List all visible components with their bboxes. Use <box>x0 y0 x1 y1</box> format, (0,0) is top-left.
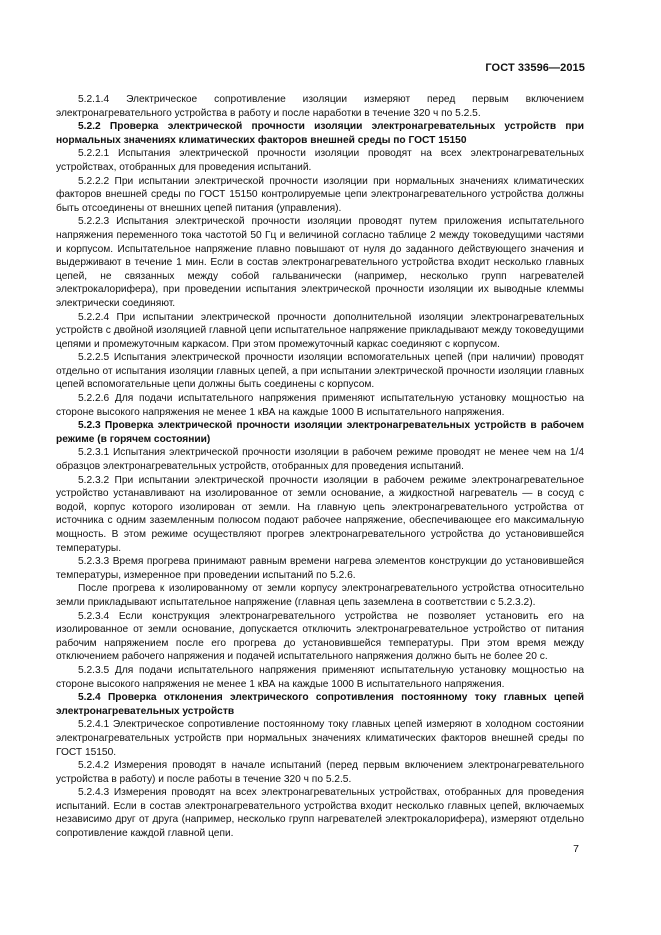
section-heading: 5.2.3 Проверка электрической прочности изоляции электронагревательных устройств в рабочем режиме (в горячем состоянии) <box>56 420 584 445</box>
paragraph: 5.2.3.2 При испытании электрической прочности изоляции в рабочем режиме электронагревательное устройство устанавливают на изолированное от земли основание, а жидкостной нагреватель — в сосуд с водой, корпус которого изолирован от земли. На главную цепь электронагревательного устройства от источника с одним заземленным полюсом подают рабочее напряжение, обеспечивающее его максимальную мощность. В этом режиме осуществляют прогрев электронагревательного устройства до установившейся температуры. <box>56 474 584 554</box>
paragraph: 5.2.4.3 Измерения проводят на всех электронагревательных устройствах, отобранных для проведения испытаний. Если в состав электронагревательного устройства входит несколько главных цепей, включаемых независимо друг от друга (например, несколько групп нагревателей электрокалорифера), измеряют отдельно сопротивление каждой главной цепи. <box>56 787 584 840</box>
document-code-header: ГОСТ 33596—2015 <box>485 62 585 74</box>
paragraph: 5.2.1.4 Электрическое сопротивление изоляции измеряют перед первым включением электронагревательного устройства в работу и после наработки в течение 320 ч по 5.2.5. <box>56 94 584 119</box>
paragraph: 5.2.4.2 Измерения проводят в начале испытаний (перед первым включением электронагревательного устройства в работу) и после работы в течение 320 ч по 5.2.5. <box>56 760 584 785</box>
paragraph: 5.2.2.3 Испытания электрической прочности изоляции проводят путем приложения испытательного напряжения переменного тока частотой 50 Гц и величиной согласно таблице 2 между токоведущими частями и корпусом. Испытательное напряжение плавно повышают от нуля до заданного действующего значения и выдерживают в течение 1 мин. Если в состав электронагревательного устройства входит несколько главных цепей, не связанных между собой гальванически (например, несколько групп нагревателей электрокалорифера), при проведении испытания электрической прочности изоляции их выводные клеммы электрически соединяют. <box>56 216 584 309</box>
paragraph: 5.2.3.1 Испытания электрической прочности изоляции в рабочем режиме проводят не менее чем на 1/4 образцов электронагревательных устройств, отобранных для проведения испытаний. <box>56 447 584 473</box>
paragraph: После прогрева к изолированному от земли корпусу электронагревательного устройства относительно земли прикладывают испытательное напряжение (главная цепь заземлена в соответствии с 5.2.3.2). <box>56 583 584 608</box>
paragraph: 5.2.2.6 Для подачи испытательного напряжения применяют испытательную установку мощностью на стороне высокого напряжения не менее 1 кВА на каждые 1000 В испытательного напряжения. <box>56 393 584 418</box>
document-body <box>56 93 584 841</box>
paragraph: 5.2.2.2 При испытании электрической прочности изоляции при нормальных значениях климатических факторов внешней среды по ГОСТ 15150 контролируемые цепи электронагревательного устройства должны быть отсоединены от внешних цепей питания (управления). <box>56 175 584 214</box>
paragraph: 5.2.3.4 Если конструкция электронагревательного устройства не позволяет установить его на изолированное от земли основание, допускается отключить электронагревательное устройство от питания рабочим напряжением после его прогрева до установившейся температуры. При этом время между отключением рабочего напряжения и подачей испытательного напряжения должно быть не более 20 с. <box>56 610 584 663</box>
paragraph: 5.2.3.5 Для подачи испытательного напряжения применяют испытательную установку мощностью на стороне высокого напряжения не менее 1 кВА на каждые 1000 В испытательного напряжения. <box>56 664 584 690</box>
section-heading: 5.2.2 Проверка электрической прочности изоляции электронагревательных устройств при нормальных значениях климатических факторов внешней среды по ГОСТ 15150 <box>56 121 584 146</box>
paragraph: 5.2.2.4 При испытании электрической прочности дополнительной изоляции электронагревательных устройств с двойной изоляцией главной цепи испытательное напряжение прикладывают между токоведущими цепями и промежуточным каркасом. При этом промежуточный каркас соединяют с корпусом. <box>56 311 584 350</box>
paragraph: 5.2.3.3 Время прогрева принимают равным времени нагрева элементов конструкции до установившейся температуры, измеренное при проведении испытаний по 5.2.6. <box>56 556 584 581</box>
section-heading: 5.2.4 Проверка отклонения электрического сопротивления постоянному току главных цепей электронагревательных устройств <box>56 692 584 717</box>
page-number: 7 <box>573 843 579 855</box>
paragraph: 5.2.2.1 Испытания электрической прочности изоляции проводят на всех электронагревательных устройствах, отобранных для проведения испытаний. <box>56 148 584 173</box>
paragraph: 5.2.4.1 Электрическое сопротивление постоянному току главных цепей измеряют в холодном состоянии электронагревательных устройств при нормальных значениях климатических факторов внешней среды по ГОСТ 15150. <box>56 719 584 758</box>
paragraph: 5.2.2.5 Испытания электрической прочности изоляции вспомогательных цепей (при наличии) проводят отдельно от испытания изоляции главных цепей, а при испытании электрической прочности изоляции главных цепей вспомогательные цепи должны быть соединены с корпусом. <box>56 352 584 391</box>
